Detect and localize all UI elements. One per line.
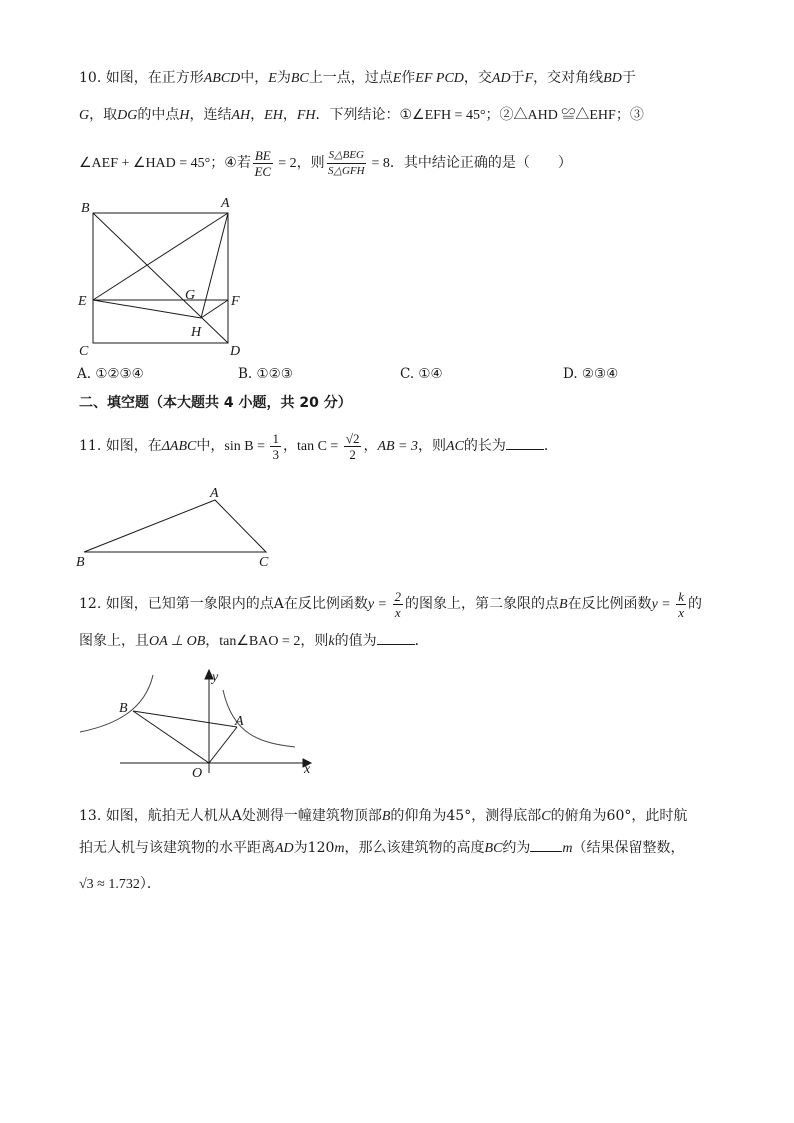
q10-text: 的中点 [137, 107, 180, 123]
q10-point-h: H [179, 108, 190, 123]
segment-ab [133, 711, 237, 727]
q10-option-a[interactable]: A. ①②③④ [77, 366, 144, 382]
q10-text: 中， [240, 70, 269, 86]
label-x: x [304, 762, 311, 777]
q13-unit-m: m [562, 841, 573, 856]
q13-text: 的仰角为45°，测得底部 [390, 808, 542, 824]
q10-point-g: G [79, 108, 90, 123]
q11-text: ． [543, 438, 558, 454]
q10-conclusion-2: ②△AHD ≌△EHF；③ [499, 108, 644, 123]
q10-text: ．下列结论： [315, 107, 400, 123]
q10-text: 上一点，过点 [308, 70, 393, 86]
q12-line-2 [79, 630, 429, 652]
q13-sqrt3-approx: √3 ≈ 1.732 [79, 877, 140, 892]
fraction-denominator: EC [254, 163, 272, 179]
label-e: E [78, 294, 87, 309]
q10-text: 于 [621, 70, 636, 86]
q12-text: ，则 [300, 633, 329, 649]
label-y: y [212, 670, 219, 685]
q12-tan-bao: tan∠BAO = 2 [219, 634, 301, 649]
q10-number: 10. 如图，在正方形 [79, 70, 204, 86]
q10-segment-eh: EH [264, 108, 283, 123]
q12-figure [75, 665, 325, 785]
q10-text: 于 [510, 70, 525, 86]
q13-number: 13. 如图，航拍无人机从A处测得一幢建筑物顶部 [79, 808, 382, 824]
q13-text: ，那么该建筑物的高度 [344, 840, 485, 856]
q11-tan-c: tan C = [296, 439, 342, 454]
q12-number: 12. 如图，已知第一象限内的点A在反比例函数 [79, 596, 368, 612]
q10-point-e: E [392, 71, 402, 86]
q11-text: ， [282, 438, 297, 454]
q13-text: 为120 [293, 840, 335, 856]
q12-line-1 [79, 584, 702, 625]
q10-text: ， [282, 107, 297, 123]
section-heading: 二、填空题（本大题共 4 小题，共 20 分） [79, 395, 352, 411]
q10-segment-ef: EF [415, 71, 433, 86]
q13-segment-bc: BC [484, 841, 503, 856]
label-a: A [210, 486, 219, 501]
label-h: H [191, 325, 202, 340]
q10-text: ，连结 [189, 107, 232, 123]
label-b: B [81, 201, 90, 216]
curve-k-over-x [80, 675, 153, 732]
q12-point-b: B [559, 597, 568, 612]
label-d: D [230, 344, 241, 359]
q13-line-3 [79, 874, 161, 895]
q12-text: 的值为 [334, 633, 377, 649]
label-c: C [259, 555, 269, 570]
q10-segment-ad: AD [491, 71, 511, 86]
label-g: G [185, 288, 196, 303]
q11-figure [70, 480, 290, 570]
q13-text: （结果保留整数， [572, 840, 685, 856]
q10-parallel-cd: PCD [432, 71, 464, 86]
q10-line-2 [79, 105, 644, 126]
q10-text: ， [250, 107, 265, 123]
q11-answer-blank[interactable] [506, 435, 544, 450]
q12-text: ， [205, 633, 220, 649]
label-b: B [119, 701, 128, 716]
q11-line [79, 426, 558, 467]
q10-segment-dg: DG [117, 108, 138, 123]
q10-segment-bc: BC [290, 71, 309, 86]
q13-unit-m: m [334, 841, 345, 856]
q13-segment-ad: AD [275, 841, 294, 856]
q12-text: 在反比例函数 [567, 596, 652, 612]
q13-line-2 [79, 837, 685, 859]
q11-sin-b: sin B = [224, 439, 269, 454]
diagonal-bd [93, 213, 228, 343]
fraction-denominator: 3 [272, 446, 279, 462]
q12-function-2: y = [651, 597, 675, 612]
fraction-denominator: 2 [349, 446, 356, 462]
q10-fraction-area-ratio [327, 148, 366, 179]
q13-point-c: C [541, 809, 551, 824]
q11-text: 中， [196, 438, 225, 454]
label-b: B [76, 555, 85, 570]
segment-ea [93, 213, 228, 300]
q12-text: 图象上，且 [79, 633, 149, 649]
q11-text: ，则 [418, 438, 447, 454]
q10-text: 作 [401, 70, 416, 86]
q13-text: 约为 [502, 840, 531, 856]
q10-option-d[interactable]: D. ②③④ [563, 366, 619, 382]
q11-number: 11. 如图，在 [79, 438, 162, 454]
q13-text: 的俯角为60°，此时航 [550, 808, 688, 824]
q12-text: 的 [688, 596, 703, 612]
q12-text: 的图象上，第二象限的点 [405, 596, 559, 612]
q10-segment-ah: AH [231, 108, 251, 123]
q11-fraction-root2-over-2 [344, 431, 362, 462]
label-a: A [235, 714, 244, 729]
fraction-denominator: x [678, 604, 685, 620]
segment-oa [209, 727, 237, 763]
fraction-denominator: x [394, 604, 401, 620]
q12-fraction-2-over-x [393, 589, 404, 620]
q10-segment-fh: FH [296, 108, 316, 123]
q11-text: ， [363, 438, 378, 454]
q10-figure [75, 195, 255, 360]
curve-2-over-x [223, 690, 295, 747]
fraction-numerator: 2 [394, 588, 401, 604]
fraction-numerator: k [678, 588, 685, 604]
q10-square-name: ABCD [203, 71, 241, 86]
q13-point-b: B [381, 809, 391, 824]
q10-option-b[interactable]: B. ①②③ [238, 366, 293, 382]
fraction-numerator: √2 [345, 430, 360, 446]
q12-text: ． [414, 633, 429, 649]
q12-function-1: y = [367, 597, 391, 612]
label-c: C [79, 344, 89, 359]
q10-conclusion-3: ∠AEF + ∠HAD = 45°； [79, 156, 225, 171]
fraction-numerator: BE [254, 147, 271, 163]
label-a: A [221, 196, 230, 211]
q13-text: ）． [139, 876, 161, 892]
q13-answer-blank[interactable] [530, 837, 562, 852]
q10-text: ，交对角线 [533, 70, 604, 86]
q10-line-3 [79, 143, 572, 184]
q12-answer-blank[interactable] [377, 630, 415, 645]
fraction-numerator: 1 [272, 430, 279, 446]
fraction-denominator: S△GFH [328, 164, 365, 177]
q10-text: = 2，则 [274, 156, 325, 171]
q10-point-f: F [524, 71, 534, 86]
q10-question-end: ．其中结论正确的是（ ） [389, 155, 572, 171]
q10-text: ，交 [463, 70, 492, 86]
q10-conclusion-1: ①∠EFH = 45°； [399, 108, 500, 123]
triangle-abc [84, 500, 266, 552]
q10-text: = 8 [367, 156, 390, 171]
q11-text: 的长为 [463, 438, 506, 454]
q10-conclusion-4-lead: ④若 [224, 155, 251, 171]
q12-perpendicular: OA ⊥ OB [149, 634, 206, 649]
q11-segment-ac: AC [446, 439, 464, 454]
q12-k: k [328, 634, 335, 649]
q13-line-1 [79, 806, 687, 827]
q11-ab-value: AB = 3 [377, 439, 419, 454]
q11-triangle: ΔABC [161, 439, 197, 454]
segment-ob [133, 711, 209, 763]
q13-text: 拍无人机与该建筑物的水平距离 [79, 840, 275, 856]
fraction-numerator: S△BEG [327, 148, 366, 164]
q12-fraction-k-over-x [676, 589, 686, 620]
q10-text: 为 [276, 70, 291, 86]
q10-option-c[interactable]: C. ①④ [400, 366, 443, 382]
label-f: F [231, 294, 240, 309]
q10-diagonal-bd: BD [603, 71, 622, 86]
q10-line-1 [79, 68, 636, 89]
q10-fraction-be-ec [253, 148, 273, 179]
q10-text: ，取 [89, 107, 118, 123]
q10-point-e: E [268, 71, 277, 86]
label-o: O [192, 766, 203, 781]
q11-fraction-one-third [270, 431, 281, 462]
